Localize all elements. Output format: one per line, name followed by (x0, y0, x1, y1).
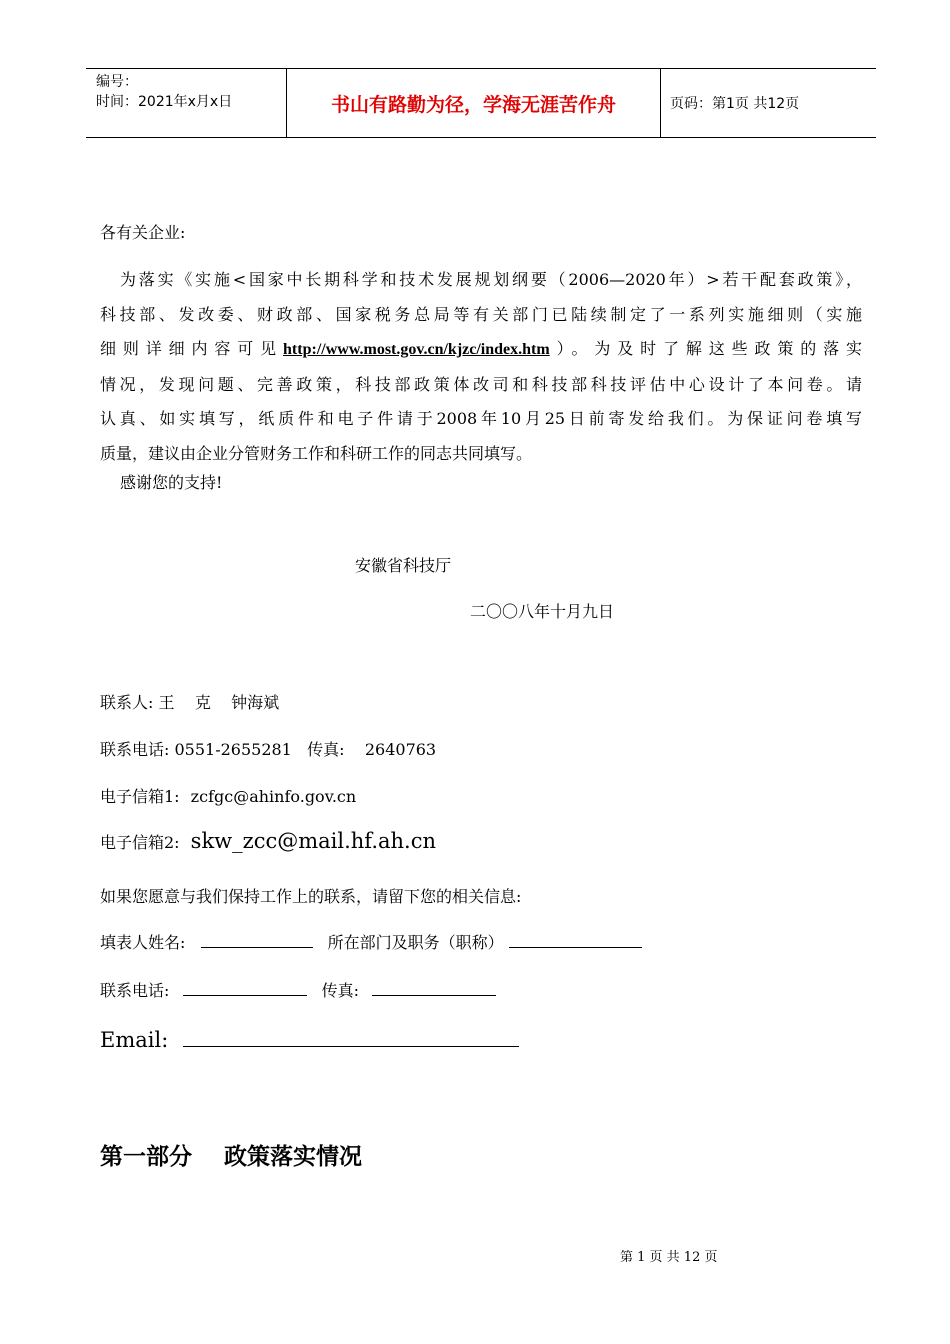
name-blank[interactable] (201, 932, 313, 948)
form-row-name (100, 930, 642, 953)
header-meta (86, 69, 286, 137)
form-row-phone (100, 978, 496, 1001)
page-header (86, 68, 876, 138)
body-line: 为落实《实施<国家中长期科学和技术发展规划纲要（2006—2020年）>若干配套政策》， (120, 270, 862, 289)
body-line: 认真、如实填写，纸质件和电子件请于2008年10月25日前寄发给我们。为保证问卷填写 (100, 409, 862, 428)
phone-blank[interactable] (183, 980, 307, 996)
body-line-part: 细则详细内容可见 (100, 339, 284, 358)
body-line: 质量，建议由企业分管财务工作和科研工作的同志共同填写。 (100, 443, 533, 463)
signature-date: 二〇〇八年十月九日 (470, 602, 615, 621)
body-line-part: ）。为及时了解这些政策的落实 (549, 339, 862, 358)
header-motto: 书山有路勤为径，学海无涯苦作舟 (286, 69, 661, 137)
body-line: 科技部、发改委、财政部、国家税务总局等有关部门已陆续制定了一系列实施细则（实施 (100, 304, 862, 324)
fax-label: 传真: (321, 981, 359, 1000)
email1-address: zcfgc@ahinfo.gov.cn (190, 787, 357, 806)
dept-blank[interactable] (509, 932, 642, 948)
header-page-number: 页码：第1页 共12页 (670, 96, 800, 112)
name-label: 填表人姓名: (100, 933, 186, 952)
email2-address: skw_zcc@mail.hf.ah.cn (190, 829, 437, 853)
contact-email1 (100, 784, 356, 807)
form-intro: 如果您愿意与我们保持工作上的联系，请留下您的相关信息: (100, 887, 522, 906)
thanks-text: 感谢您的支持! (120, 473, 223, 492)
contact-people: 联系人: 王 克 钟海斌 (100, 693, 280, 712)
dept-label: 所在部门及职务（职称） (327, 933, 504, 952)
email2-label: 电子信箱2: (100, 833, 180, 852)
body-line-with-link (100, 332, 862, 368)
section-heading: 第一部分 政策落实情况 (100, 1143, 363, 1170)
page-footer: 第 1 页 共 12 页 (620, 1250, 718, 1265)
contact-phone: 联系电话: 0551-2655281 传真: 2640763 (100, 740, 437, 759)
phone-label: 联系电话: (100, 981, 170, 1000)
salutation: 各有关企业: (100, 223, 186, 242)
form-row-email (100, 1026, 519, 1052)
header-time: 时间：2021年x月x日 (96, 94, 233, 110)
email-label: Email: (100, 1028, 169, 1052)
letter-body (100, 263, 862, 471)
policy-link[interactable]: http://www.most.gov.cn/kjzc/index.htm (283, 341, 550, 358)
header-number: 编号： (96, 74, 138, 90)
contact-email2 (100, 829, 436, 853)
email-blank[interactable] (183, 1026, 519, 1047)
email1-label: 电子信箱1: (100, 787, 180, 806)
signature-org: 安徽省科技厅 (355, 556, 452, 575)
body-line: 情况，发现问题、完善政策，科技部政策体改司和科技部科技评估中心设计了本问卷。请 (100, 374, 862, 394)
fax-blank[interactable] (372, 980, 496, 996)
